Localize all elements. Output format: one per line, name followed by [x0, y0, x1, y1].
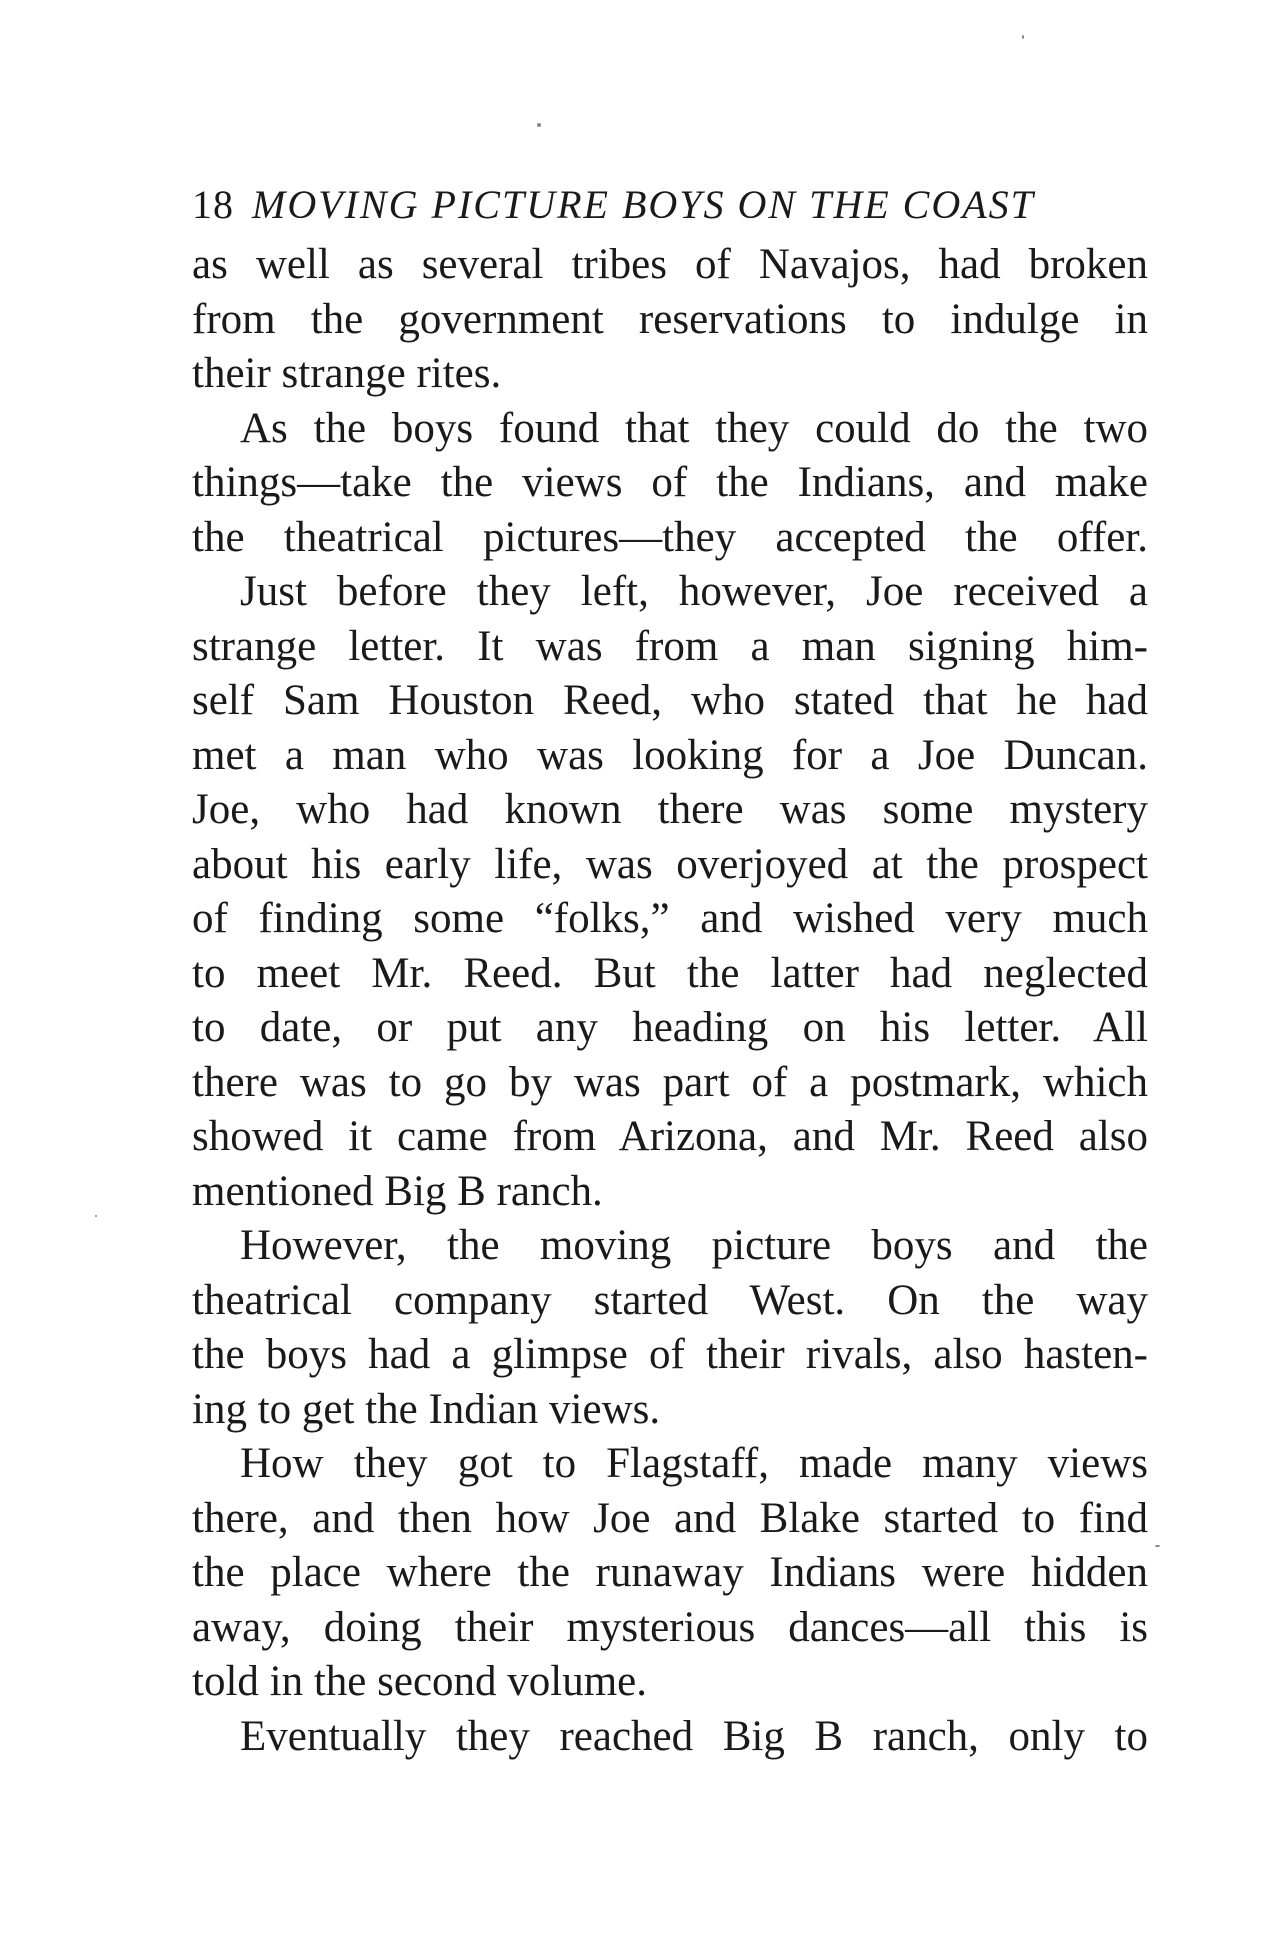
text-line: theatrical company started West. On the way — [192, 1276, 1148, 1324]
scan-speck — [537, 123, 541, 127]
scan-speck — [1022, 35, 1024, 39]
text-line: Eventually they reached Big B ranch, only to — [240, 1712, 1148, 1760]
scan-speck — [95, 1215, 97, 1217]
text-line: strange letter. It was from a man signing him- — [192, 622, 1148, 670]
text-line: the place where the runaway Indians were hidden — [192, 1549, 1148, 1596]
text-line: the theatrical pictures—they accepted the offer. — [192, 513, 1148, 561]
text-line: things—take the views of the Indians, and make — [192, 459, 1148, 506]
text-line: from the government reservations to indulge in — [192, 295, 1148, 343]
text-line: about his early life, was overjoyed at the prospect — [192, 840, 1148, 888]
text-line: the boys had a glimpse of their rivals, also hasten- — [192, 1331, 1148, 1378]
text-line: mentioned Big B ranch. — [192, 1167, 603, 1215]
text-line: to date, or put any heading on his letter. All — [192, 1004, 1148, 1051]
text-line: showed it came from Arizona, and Mr. Reed also — [192, 1113, 1148, 1160]
text-line: to meet Mr. Reed. But the latter had neglected — [192, 949, 1148, 997]
running-title: MOVING PICTURE BOYS ON THE COAST — [252, 182, 1035, 227]
text-line: there, and then how Joe and Blake started to find — [192, 1494, 1148, 1542]
scan-speck — [1155, 1545, 1160, 1547]
text-line: Just before they left, however, Joe received a — [240, 568, 1148, 615]
text-line: told in the second volume. — [192, 1658, 648, 1705]
text-line: ing to get the Indian views. — [192, 1385, 661, 1433]
text-line: As the boys found that they could do the two — [240, 404, 1148, 452]
running-head — [192, 175, 1152, 235]
page-number: 18 — [192, 182, 234, 227]
text-line: met a man who was looking for a Joe Duncan. — [192, 731, 1148, 779]
text-line: How they got to Flagstaff, made many views — [240, 1440, 1148, 1487]
text-line: However, the moving picture boys and the — [240, 1222, 1148, 1269]
text-line: there was to go by was part of a postmark, which — [192, 1058, 1148, 1106]
text-line: as well as several tribes of Navajos, had broken — [192, 241, 1148, 288]
text-line: Joe, who had known there was some mystery — [192, 786, 1148, 833]
text-line: self Sam Houston Reed, who stated that he had — [192, 677, 1148, 724]
text-line: away, doing their mysterious dances—all this is — [192, 1603, 1148, 1651]
body-text — [192, 238, 1148, 1764]
text-line: of finding some “folks,” and wished very much — [192, 895, 1148, 942]
text-line: their strange rites. — [192, 350, 502, 397]
